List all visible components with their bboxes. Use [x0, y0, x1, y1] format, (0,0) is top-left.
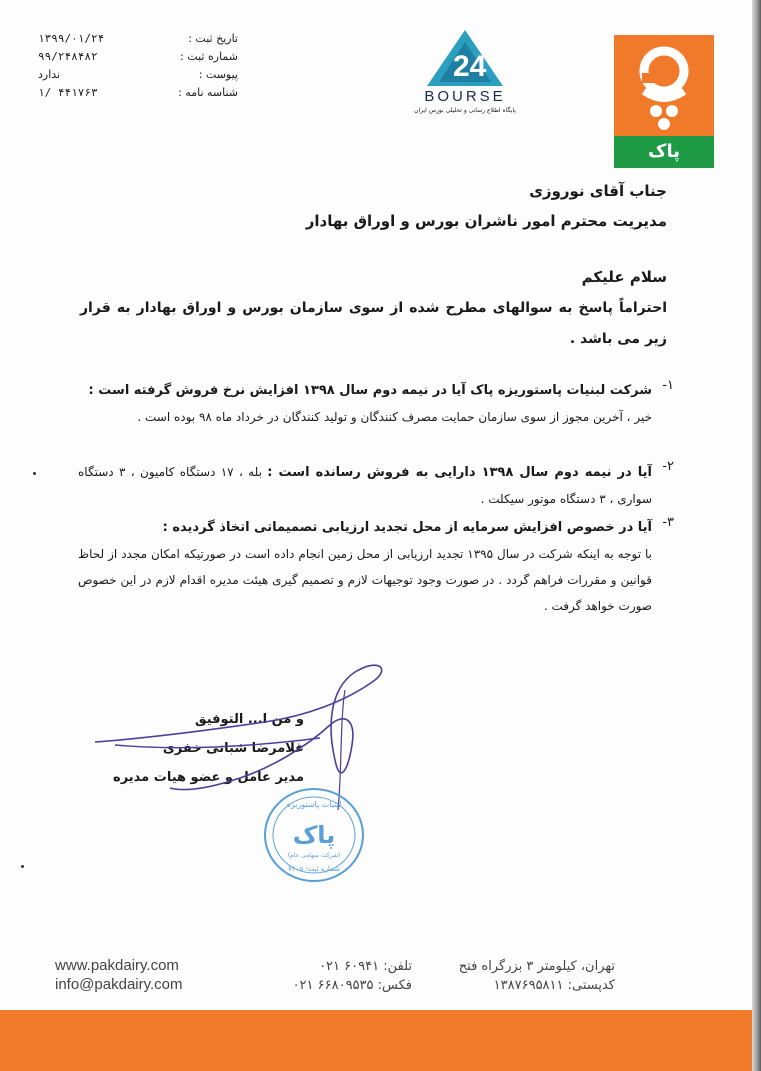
- bourse-number: 24: [453, 50, 487, 83]
- footer-color-bar: [0, 1010, 752, 1071]
- meta-value: ۱/ ۴۴۱۷۶۳: [38, 86, 98, 99]
- stamp-bottom-text: شماره ثبت: ۷۲۰۵: [288, 865, 340, 873]
- closing-phrase: و من ا... التوفیق: [194, 712, 304, 727]
- footer-address: تهران، کیلومتر ۳ بزرگراه فتح: [458, 959, 615, 974]
- meta-row-date: [38, 30, 238, 48]
- punch-dot: [21, 865, 24, 868]
- footer-web-contact: [55, 956, 183, 994]
- company-stamp: [262, 785, 367, 885]
- footer-postal-code: کدپستی: ۱۳۸۷۶۹۵۸۱۱: [493, 978, 615, 993]
- item-answer: خیر ، آخرین مجوز از سوی سازمان حمایت مصرف کنندگان و تولید کنندگان در خرداد ماه ۹۸ بوده است .: [137, 410, 652, 424]
- question-item: [78, 378, 674, 430]
- question-item: [78, 515, 674, 619]
- meta-value: ۹۹/۲۴۸۴۸۲: [38, 50, 98, 63]
- meta-label: شماره ثبت :: [180, 50, 238, 63]
- stamp-center-text: پاک: [292, 821, 336, 849]
- bourse-24-logo: [405, 28, 525, 120]
- meta-label: تاریخ ثبت :: [188, 32, 238, 45]
- item-question: آیا در خصوص افزایش سرمایه از محل تجدید ارزیابی تصمیماتی اتخاذ گردیده :: [162, 520, 652, 535]
- item-answer: با توجه به اینکه شرکت در سال ۱۳۹۵ تجدید ارزیابی از محل زمین انجام داده است در صورتیکه امکان مجدد از لحاظ قوانین و مقررات فراهم گردد . در صورت وجود توجیهات لازم و تصمیم گیری هیئت مدیره اقدام لازم در این خصوص صورت خواهد گرفت .: [78, 547, 652, 613]
- pak-company-logo: [614, 35, 714, 168]
- bourse-subtitle: پایگاه اطلاع رسانی و تحلیلی بورس ایران: [414, 107, 516, 114]
- meta-value: ندارد: [38, 68, 61, 81]
- stamp-line-text: (شرکت سهامی عام): [287, 852, 341, 859]
- question-item: [78, 459, 674, 512]
- pak-logo-label: پاک: [614, 136, 714, 168]
- recipient-department: مدیریت محترم امور ناشران بورس و اوراق بهادار: [305, 212, 667, 230]
- footer-email[interactable]: info@pakdairy.com: [55, 976, 183, 993]
- greeting: سلام علیکم: [581, 268, 667, 286]
- bourse-triangle-icon: [405, 28, 525, 90]
- meta-row-reg-number: [38, 48, 238, 66]
- item-answer: بله ، ۱۷ دستگاه کامیون ، ۳ دستگاه سواری ، ۳ دستگاه موتور سیکلت .: [78, 465, 652, 506]
- stamp-top-text: لبنیات پاستوریزه: [286, 800, 342, 809]
- signer-name: غلامرضا شبانی خفری: [162, 741, 304, 756]
- intro-paragraph: احتراماً پاسخ به سوالهای مطرح شده از سوی سازمان بورس و اوراق بهادار به قرار زیر می باشد .: [80, 300, 667, 347]
- footer-phones: [262, 957, 412, 995]
- signer-title: مدیر عامل و عضو هیات مدیره: [113, 770, 304, 785]
- item-question: آیا در نیمه دوم سال ۱۳۹۸ دارایی به فروش رسانده است :: [267, 465, 653, 480]
- item-question: شرکت لبنیات پاستوریزه پاک آیا در نیمه دوم سال ۱۳۹۸ افزایش نرخ فروش گرفته است :: [88, 383, 652, 398]
- recipient-name: جناب آقای نوروزی: [529, 182, 667, 200]
- bourse-wordmark: BOURSE: [424, 88, 506, 105]
- meta-label: شناسه نامه :: [178, 86, 238, 99]
- footer-address-block: [455, 957, 615, 995]
- punch-dot: [33, 472, 36, 475]
- page-edge-shadow: [752, 0, 761, 1071]
- footer-website[interactable]: www.pakdairy.com: [55, 957, 179, 974]
- footer-fax: فکس: ۶۶۸۰۹۵۳۵ ۰۲۱: [292, 978, 412, 993]
- footer-phone: تلفن: ۶۰۹۴۱ ۰۲۱: [319, 959, 412, 974]
- item-text: [78, 459, 652, 512]
- pak-emblem-icon: [614, 35, 714, 136]
- meta-value: ۱۳۹۹/۰۱/۲۴: [38, 32, 105, 45]
- addressee-block: [306, 176, 667, 236]
- letter-metadata: [38, 30, 238, 102]
- item-number: ۳-: [662, 515, 674, 530]
- meta-label: پیوست :: [198, 68, 238, 81]
- meta-row-attachment: [38, 66, 238, 84]
- item-number: ۱-: [662, 378, 674, 393]
- item-number: ۲-: [662, 459, 674, 474]
- meta-row-letter-id: [38, 84, 238, 102]
